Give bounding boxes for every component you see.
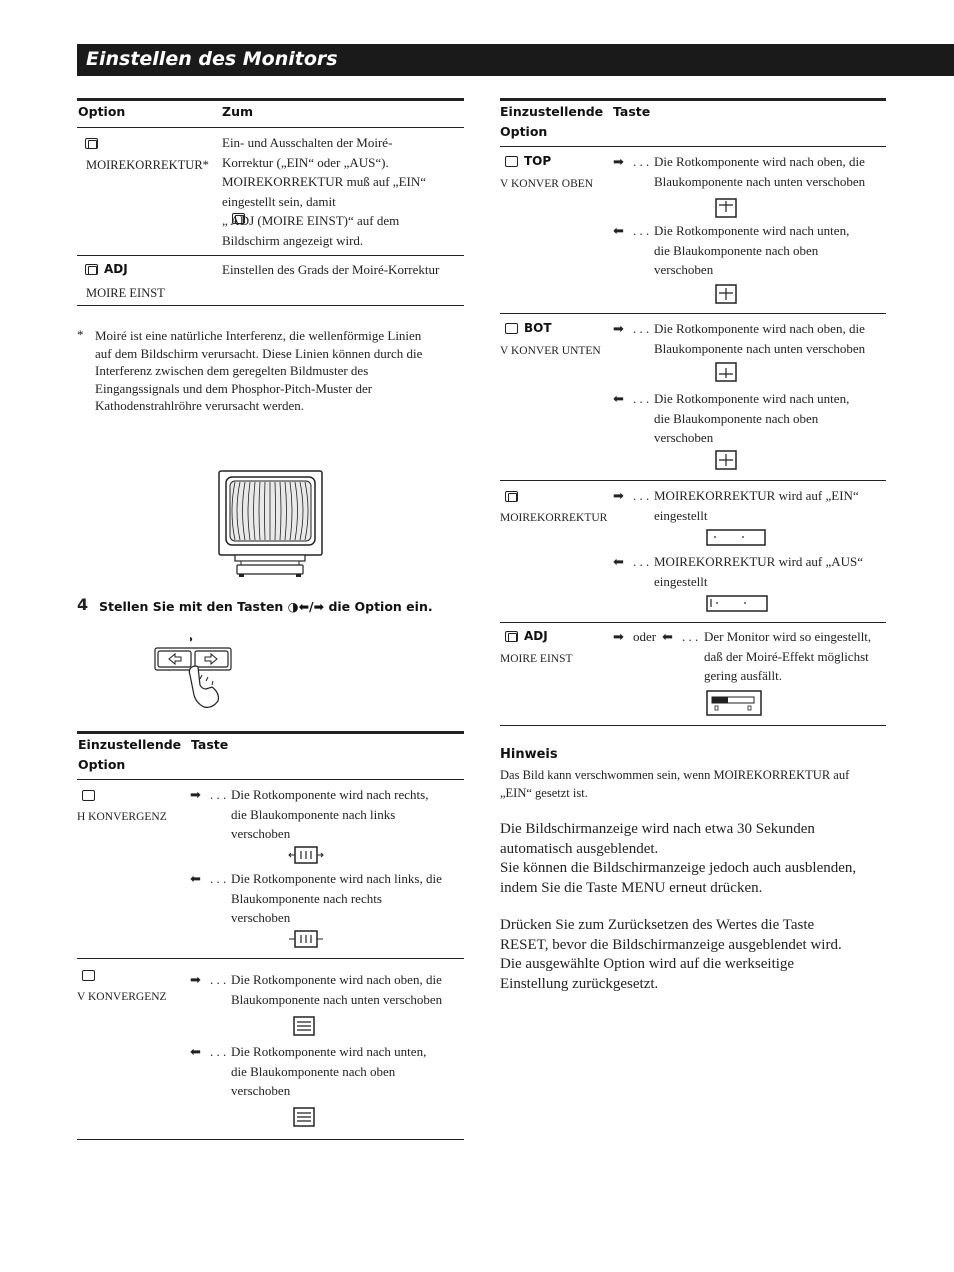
top-right-description: Die Rotkomponente wird nach oben, die Blaukomponente nach unten verschoben	[654, 154, 866, 189]
moire-inline-icon	[232, 213, 245, 224]
moire-off-description: MOIREKORREKTUR wird auf „AUS“ eingestellt	[654, 554, 864, 589]
top-icon	[505, 156, 518, 167]
right-arrow-icon: ➡	[190, 972, 201, 987]
paragraph-reset: Drücken Sie zum Zurücksetzen des Wertes die Taste RESET, bevor die Bildschirmanzeige ausgeblendet wird. Die ausgewählte Option wird auf die werkseitige Einstellung zurückgesetzt.	[500, 917, 842, 992]
option-h-konvergenz: H KONVERGENZ	[77, 811, 167, 823]
col-option-header: Option	[78, 104, 126, 119]
h-convergence-right-display	[288, 845, 324, 865]
moire-icon	[85, 138, 98, 149]
left-arrow-icon: ⬅	[613, 391, 624, 406]
contrast-symbol: ◑	[187, 634, 194, 645]
moire-adj-icon	[505, 631, 518, 642]
right-arrow-icon: ➡	[613, 321, 624, 336]
dots: . . .	[633, 391, 650, 406]
dots: . . .	[210, 1044, 227, 1059]
dots: . . .	[633, 154, 650, 169]
monitor-moire-illustration	[215, 468, 327, 580]
arrow-buttons-illustration	[150, 645, 240, 711]
hinweis-text: Das Bild kann verschwommen sein, wenn MOIREKORREKTUR auf „EIN“ gesetzt ist.	[500, 768, 850, 800]
left-arrow-icon: ⬅	[190, 1044, 201, 1059]
option-v-konvergenz: V KONVERGENZ	[77, 991, 167, 1003]
dots: . . .	[633, 223, 650, 238]
moire-adj-display	[706, 690, 762, 716]
footnote-marker: *	[77, 327, 84, 342]
option-moire-einst: MOIRE EINST	[86, 286, 165, 300]
option-moirekorrektur-right: MOIREKORREKTUR	[500, 512, 608, 524]
option-adj-bold-right: ADJ	[524, 629, 548, 643]
moirekorrektur-description: Ein- und Ausschalten der Moiré- Korrektur („EIN“ oder „AUS“). MOIREKORREKTUR muß auf „EIN“ eingestellt sein, damit „ ADJ (MOIRE EINST)“ auf dem Bildschirm angezeigt wird.	[222, 135, 426, 248]
moire-adj-description: Der Monitor wird so eingestellt, daß der Moiré-Effekt möglichst gering ausfällt.	[704, 629, 872, 683]
top-right-display	[714, 196, 738, 220]
right-arrow-icon: ➡	[613, 488, 624, 503]
right-arrow-icon: ➡	[613, 154, 624, 169]
page-title: Einstellen des Monitors	[86, 48, 338, 70]
col-zum-header: Zum	[222, 104, 253, 119]
top-left-description: Die Rotkomponente wird nach unten, die Blaukomponente nach oben verschoben	[654, 223, 850, 277]
right-arrow-icon: ➡	[613, 629, 624, 644]
option-v-konver-unten: V KONVER UNTEN	[500, 345, 601, 357]
moire-icon	[505, 491, 518, 502]
step-instruction: Stellen Sie mit den Tasten ◑⬅/➡ die Option ein.	[99, 599, 433, 614]
v-right-description: Die Rotkomponente wird nach oben, die Blaukomponente nach unten verschoben	[231, 972, 443, 1007]
option-top-bold: TOP	[524, 154, 552, 168]
v-convergence-left-display	[292, 1105, 316, 1129]
v-convergence-icon	[82, 970, 95, 981]
option-adj-bold: ADJ	[104, 262, 128, 276]
left-arrow-icon: ⬅	[613, 223, 624, 238]
dots: . . .	[633, 554, 650, 569]
h-left-description: Die Rotkomponente wird nach links, die Blaukomponente nach rechts verschoben	[231, 871, 442, 925]
paragraph-osd-timeout: Die Bildschirmanzeige wird nach etwa 30 Sekunden automatisch ausgeblendet. Sie können die Bildschirmanzeige jedoch auch ausblenden, indem Sie die Taste MENU erneut drücken.	[500, 821, 857, 896]
moire-off-display	[706, 595, 768, 612]
moire-on-description: MOIREKORREKTUR wird auf „EIN“ eingestellt	[654, 488, 859, 523]
left-arrow-icon: ⬅	[190, 871, 201, 886]
option-bot-bold: BOT	[524, 321, 552, 335]
option-v-konver-oben: V KONVER OBEN	[500, 178, 594, 190]
adj-description: Einstellen des Grads der Moiré-Korrektur	[222, 262, 440, 277]
right-arrow-icon: ➡	[190, 787, 201, 802]
dots: . . .	[682, 629, 699, 644]
dots: . . .	[210, 787, 227, 802]
col-taste-header: Taste	[191, 737, 229, 752]
title-bar	[77, 44, 954, 76]
bot-left-description: Die Rotkomponente wird nach unten, die Blaukomponente nach oben verschoben	[654, 391, 850, 445]
step-number: 4	[77, 595, 89, 614]
bot-right-display	[714, 360, 738, 384]
col-einzustellende-header-right: Einzustellende Option	[500, 104, 604, 139]
footnote-text: Moiré ist eine natürliche Interferenz, die wellenförmige Linien auf dem Bildschirm verursacht. Diese Linien können durch die Interferenz zwischen dem geregelten Bildmuster des Eingangssignals und dem Phosphor-Pitch-Muster der Kathodenstrahlröhre verursacht werden.	[95, 328, 423, 413]
moire-on-display	[706, 529, 766, 546]
oder-label: oder	[633, 629, 657, 644]
dots: . . .	[633, 321, 650, 336]
top-left-display	[714, 282, 738, 306]
moire-adj-icon	[85, 264, 98, 275]
v-left-description: Die Rotkomponente wird nach unten, die Blaukomponente nach oben verschoben	[231, 1044, 427, 1098]
bot-right-description: Die Rotkomponente wird nach oben, die Blaukomponente nach unten verschoben	[654, 321, 866, 356]
left-arrow-icon: ⬅	[613, 554, 624, 569]
hinweis-title: Hinweis	[500, 747, 558, 762]
option-moire-einst-right: MOIRE EINST	[500, 653, 573, 665]
dots: . . .	[210, 972, 227, 987]
bot-icon	[505, 323, 518, 334]
col-taste-header-right: Taste	[613, 104, 651, 119]
col-einzustellende-header: Einzustellende Option	[78, 737, 182, 772]
h-right-description: Die Rotkomponente wird nach rechts, die Blaukomponente nach links verschoben	[231, 787, 429, 841]
left-arrow-icon: ⬅	[662, 629, 673, 644]
h-convergence-left-display	[288, 929, 324, 949]
bot-left-display	[714, 448, 738, 472]
dots: . . .	[210, 871, 227, 886]
h-convergence-icon	[82, 790, 95, 801]
dots: . . .	[633, 488, 650, 503]
option-moirekorrektur: MOIREKORREKTUR*	[86, 158, 209, 172]
v-convergence-right-display	[292, 1014, 316, 1038]
